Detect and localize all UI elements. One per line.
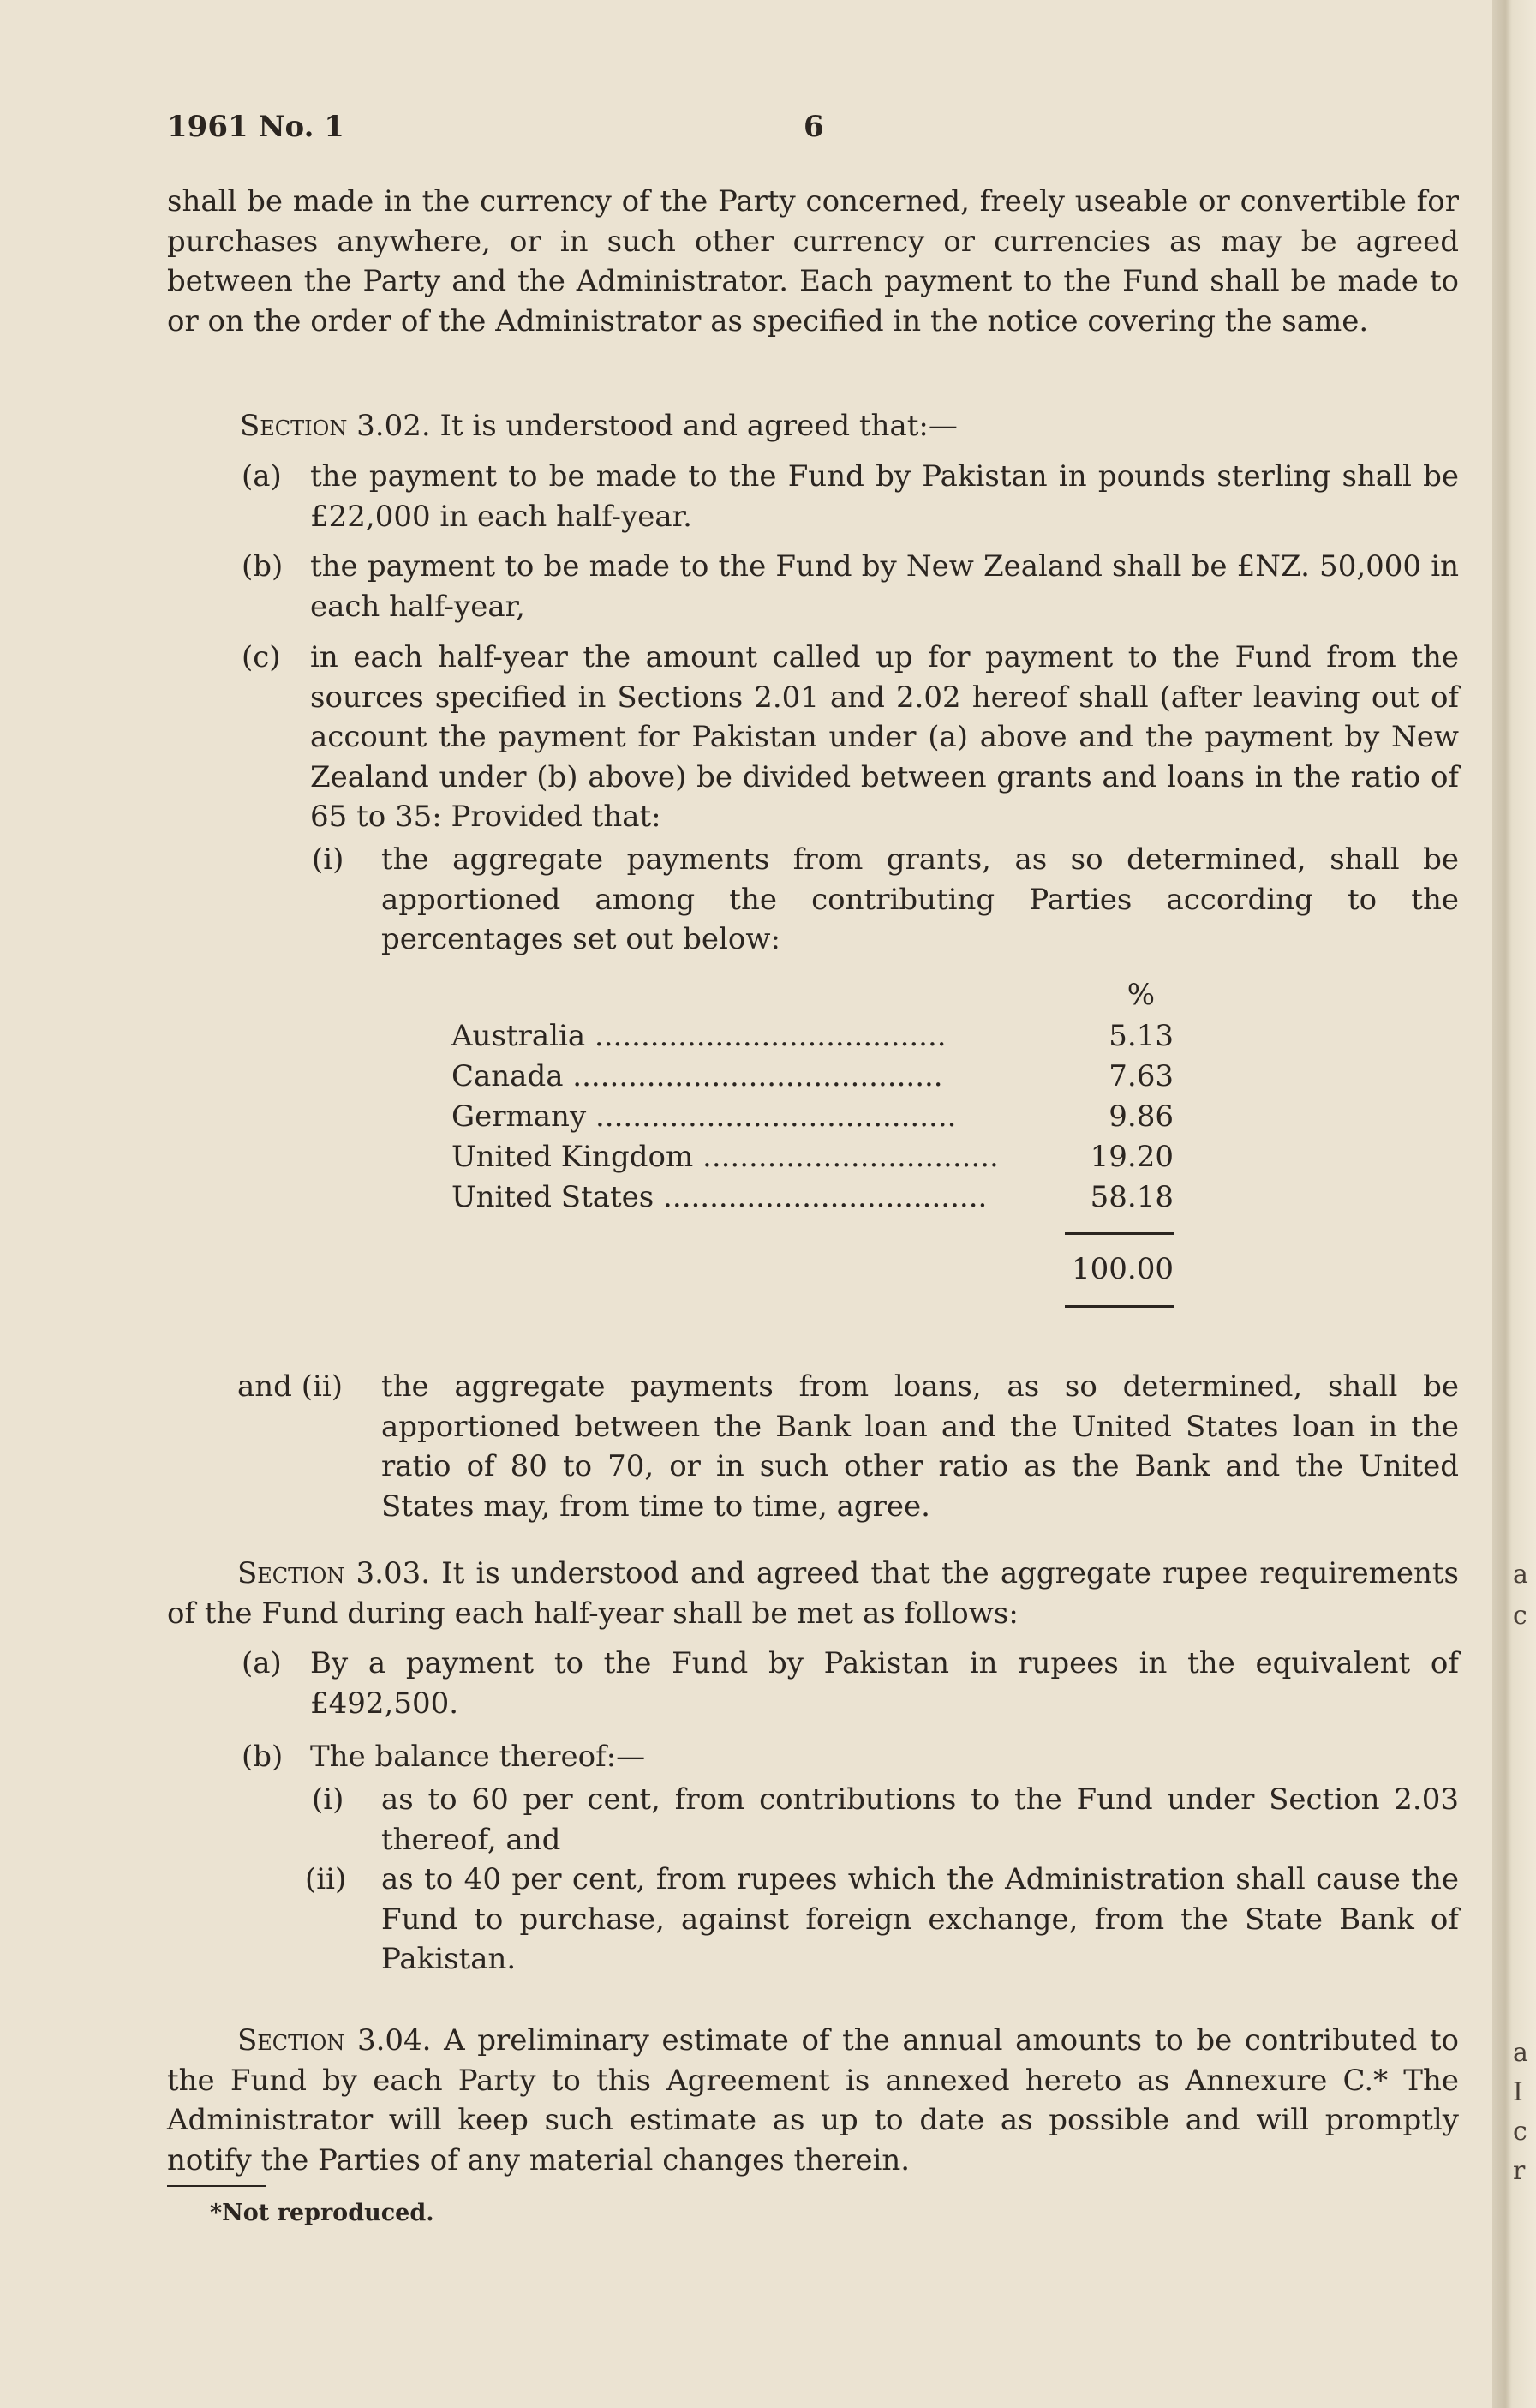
percent-value: 5.13: [1109, 1019, 1174, 1053]
country-name: United States ...................................: [451, 1180, 988, 1214]
total-value: 100.00: [1072, 1252, 1174, 1286]
total-rule-top: [1065, 1232, 1174, 1235]
item-c-text: in each half-year the amount called up for payment to the Fund from the sources specified in Sections 2.01 and 2.02 hereof shall (after leaving out of account the payment for Pakistan under (a) above and the payment by New Zealand under (b) above) be divided between grants and loans in the ratio of 65 to 35: Provided that:: [310, 640, 1459, 834]
subitem-i-text: the aggregate payments from grants, as so determined, shall be apportioned among the contributing Parties according to the percentages set out below:: [381, 842, 1459, 956]
table-row: [451, 1177, 1174, 1217]
table-row: [451, 1016, 1174, 1056]
subitem-ii-text: the aggregate payments from loans, as so determined, shall be apportioned between the Bank loan and the United States loan in the ratio of 80 to 70, or in such other ratio as the Bank and the United States may, from time to time, agree.: [381, 1369, 1459, 1524]
running-header: 1961 No. 1: [167, 110, 344, 144]
subitem-label-i: (i): [312, 1782, 344, 1817]
margin-letter: a: [1513, 2038, 1528, 2068]
country-name: Canada ........................................: [451, 1059, 943, 1093]
table-row: [451, 1137, 1174, 1177]
section-label: Section: [240, 409, 348, 443]
page-number: 6: [804, 110, 824, 144]
footnote: *Not reproduced.: [210, 2200, 434, 2226]
subitem-label-ii: and (ii): [237, 1369, 344, 1404]
margin-letter: I: [1513, 2077, 1523, 2107]
item-a-text: By a payment to the Fund by Pakistan in rupees in the equivalent of £492,500.: [310, 1646, 1459, 1721]
margin-letter: c: [1513, 2117, 1527, 2147]
total-rule-bottom: [1065, 1305, 1174, 1308]
section-3-03-paragraph: [167, 1554, 1459, 1633]
section-lead: It is understood and agreed that:—: [439, 409, 958, 443]
section-text: A preliminary estimate of the annual amounts to be contributed to the Fund by each Party to this Agreement is annexed hereto as Annexure C.* The Administrator will keep such estimate as up to date as possible and will promptly notify the Parties of any material changes therein.: [167, 2023, 1459, 2177]
margin-letter: a: [1513, 1560, 1528, 1590]
item-label-c: (c): [242, 640, 281, 674]
section-3-02-heading: [240, 406, 1459, 446]
footnote-rule: [167, 2185, 266, 2187]
country-name: United Kingdom ................................: [451, 1140, 999, 1174]
item-label-a: (a): [242, 1646, 282, 1680]
subitem-label-ii: (ii): [305, 1862, 347, 1896]
item-label-a: (a): [242, 459, 282, 494]
country-name: Australia ......................................: [451, 1019, 947, 1053]
section-3-04-paragraph: [167, 2021, 1459, 2180]
section-number: 3.02.: [356, 409, 431, 443]
item-b-text: the payment to be made to the Fund by New Zealand shall be £NZ. 50,000 in each half-year,: [310, 549, 1459, 624]
table-row: [451, 1057, 1174, 1096]
subitem-label-i: (i): [312, 842, 344, 877]
intro-paragraph: shall be made in the currency of the Party concerned, freely useable or convertible for purchases anywhere, or in such other currency or currencies as may be agreed between the Party and the Administrator. Each payment to the Fund shall be made to or on the order of the Administrator as specified in the notice covering the same.: [167, 184, 1459, 338]
section-number: 3.03.: [356, 1556, 431, 1590]
subitem-i-text: as to 60 per cent, from contributions to the Fund under Section 2.03 thereof, and: [381, 1782, 1459, 1857]
table-unit-row: [451, 975, 1174, 1015]
percent-value: 7.63: [1109, 1059, 1174, 1093]
margin-letter: r: [1513, 2156, 1526, 2186]
section-label: Section: [237, 2023, 345, 2058]
section-label: Section: [237, 1556, 345, 1590]
percent-value: 58.18: [1090, 1180, 1174, 1214]
table-total-row: [451, 1249, 1174, 1289]
margin-letter: c: [1513, 1601, 1527, 1631]
percent-value: 9.86: [1109, 1099, 1174, 1134]
percent-value: 19.20: [1090, 1140, 1174, 1174]
percent-unit: %: [1127, 978, 1155, 1012]
section-number: 3.04.: [356, 2023, 432, 2058]
subitem-ii-text: as to 40 per cent, from rupees which the Administration shall cause the Fund to purchase, against foreign exchange, from the State Bank of Pakistan.: [381, 1862, 1459, 1976]
country-name: Germany .......................................: [451, 1099, 957, 1134]
item-b-text: The balance thereof:—: [310, 1740, 646, 1774]
adjacent-page-edge: [1492, 0, 1536, 2408]
item-a-text: the payment to be made to the Fund by Pakistan in pounds sterling shall be £22,000 in each half-year.: [310, 459, 1459, 534]
item-label-b: (b): [242, 549, 284, 584]
section-text: It is understood and agreed that the aggregate rupee requirements of the Fund during each half-year shall be met as follows:: [167, 1556, 1460, 1631]
item-label-b: (b): [242, 1740, 284, 1774]
table-row: [451, 1097, 1174, 1136]
